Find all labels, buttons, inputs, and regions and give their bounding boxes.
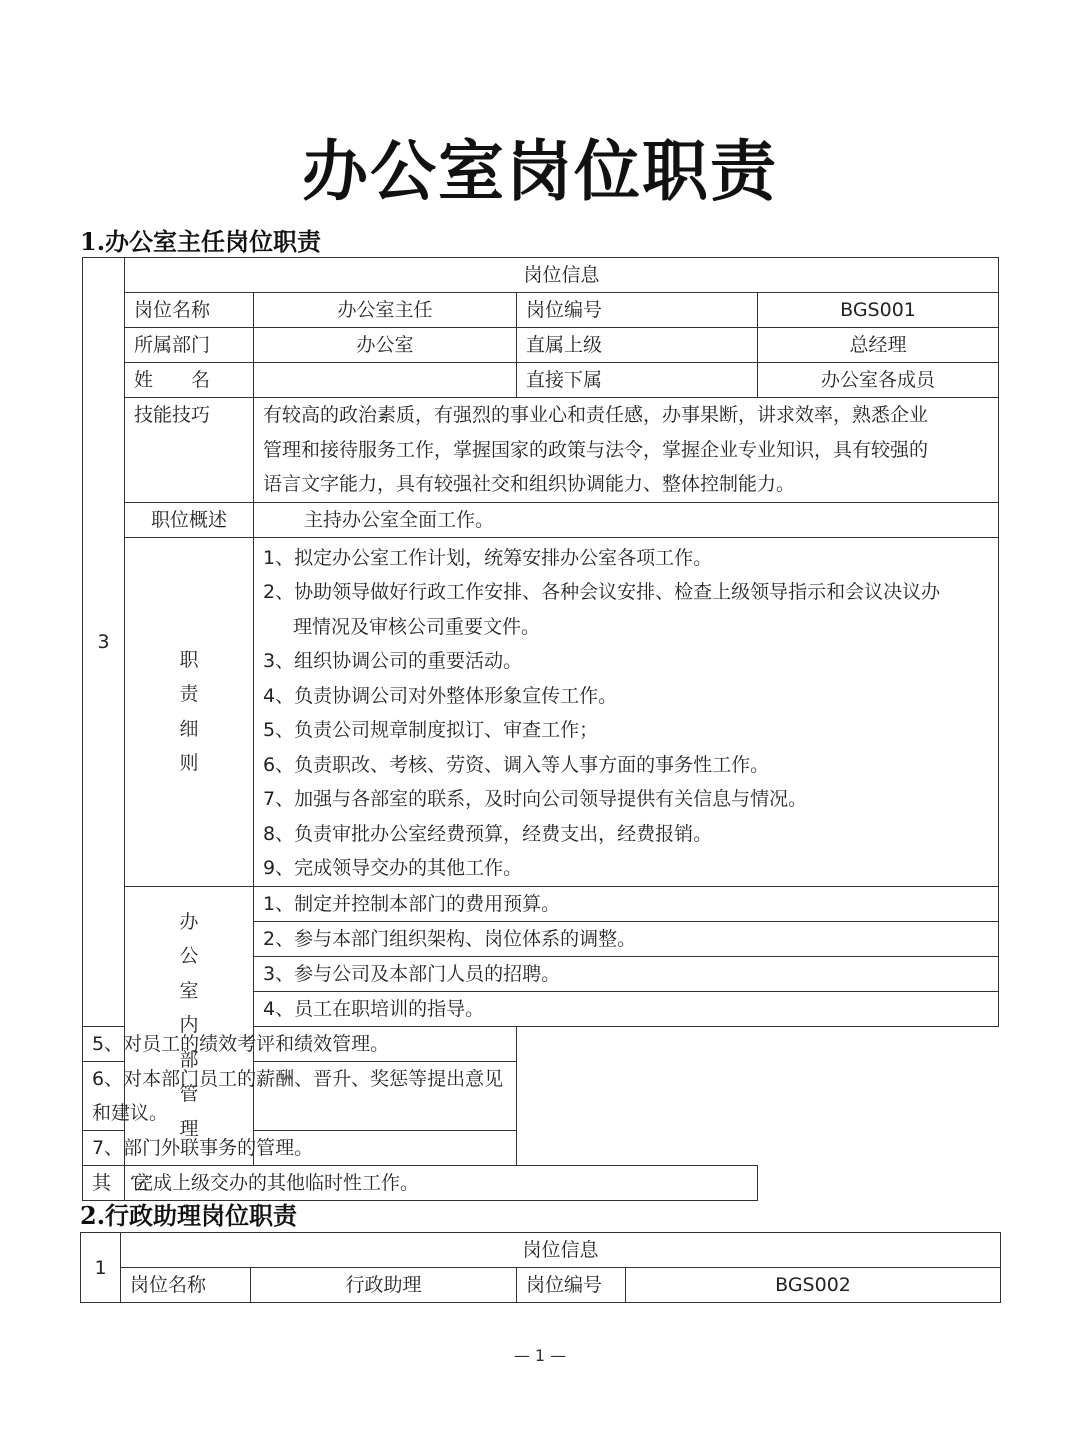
duty-item: 1、拟定办公室工作计划，统筹安排办公室各项工作。 — [263, 546, 713, 569]
label-other: 其 它 — [83, 1165, 125, 1200]
label-person-name: 姓 名 — [125, 363, 254, 398]
label-char: 部 — [179, 1048, 199, 1071]
label-job-summary: 职位概述 — [125, 502, 254, 537]
management-item: 2、参与本部门组织架构、岗位体系的调整。 — [254, 921, 999, 956]
value-position-code: BGS001 — [758, 293, 999, 328]
section-2-heading: 2.行政助理岗位职责 — [80, 1201, 298, 1230]
label-duty-details — [125, 537, 254, 886]
label-position-code: 岗位编号 — [517, 293, 758, 328]
management-item: 4、员工在职培训的指导。 — [254, 991, 999, 1026]
label-char: 内 — [179, 1014, 199, 1037]
value-skills — [254, 398, 999, 503]
skills-line: 语言文字能力，具有较强社交和组织协调能力、整体控制能力。 — [263, 473, 796, 495]
management-item: 6、对本部门员工的薪酬、晋升、奖惩等提出意见和建议。 — [83, 1061, 517, 1130]
label-char: 公 — [179, 945, 199, 968]
page-number: — 1 — — [513, 1346, 567, 1365]
duty-item: 6、负责职改、考核、劳资、调入等人事方面的事务性工作。 — [263, 753, 770, 776]
label-char: 责 — [179, 683, 199, 705]
management-item: 3、参与公司及本部门人员的招聘。 — [254, 956, 999, 991]
table-header: 岗位信息 — [121, 1233, 1001, 1268]
duty-item: 7、加强与各部室的联系，及时向公司领导提供有关信息与情况。 — [263, 788, 808, 810]
value-position-name: 办公室主任 — [254, 293, 517, 328]
row-number: 3 — [83, 258, 125, 1027]
label-char: 职 — [179, 648, 199, 671]
label-char: 管 — [179, 1083, 199, 1106]
document-title: 办公室岗位职责 — [302, 132, 778, 210]
label-position-name: 岗位名称 — [121, 1268, 251, 1303]
duty-item: 8、负责审批办公室经费预算，经费支出，经费报销。 — [263, 822, 713, 845]
value-person-name — [254, 363, 517, 398]
label-char: 办 — [179, 910, 199, 933]
label-department: 所属部门 — [125, 328, 254, 363]
duty-item: 9、完成领导交办的其他工作。 — [263, 857, 523, 879]
table-header: 岗位信息 — [125, 258, 999, 293]
label-position-name: 岗位名称 — [125, 293, 254, 328]
value-job-summary: 主持办公室全面工作。 — [254, 502, 999, 537]
label-char: 室 — [179, 979, 199, 1002]
section-1-table — [82, 257, 999, 1201]
label-skills: 技能技巧 — [125, 398, 254, 503]
section-2-table — [80, 1232, 1001, 1303]
management-item: 5、对员工的绩效考评和绩效管理。 — [83, 1026, 517, 1061]
duty-item: 5、负责公司规章制度拟订、审查工作； — [263, 719, 599, 741]
label-char: 细 — [179, 717, 199, 740]
duty-list — [254, 537, 999, 886]
label-char: 理 — [179, 1117, 199, 1140]
label-direct-superior: 直属上级 — [517, 328, 758, 363]
row-number: 1 — [81, 1233, 121, 1303]
value-other: 完成上级交办的其他临时性工作。 — [125, 1165, 758, 1200]
value-direct-superior: 总经理 — [758, 328, 999, 363]
value-position-code: BGS002 — [626, 1268, 1001, 1303]
duty-item-continued: 理情况及审核公司重要文件。 — [293, 615, 541, 638]
duty-item: 3、组织协调公司的重要活动。 — [263, 650, 523, 672]
management-item: 7、部门外联事务的管理。 — [83, 1130, 517, 1165]
value-position-name: 行政助理 — [251, 1268, 517, 1303]
label-position-code: 岗位编号 — [517, 1268, 626, 1303]
value-direct-subordinate: 办公室各成员 — [758, 363, 999, 398]
skills-line: 有较高的政治素质，有强烈的事业心和责任感，办事果断，讲求效率，熟悉企业 — [263, 404, 929, 426]
skills-line: 管理和接待服务工作，掌握国家的政策与法令，掌握企业专业知识，具有较强的 — [263, 438, 929, 461]
management-item: 1、制定并控制本部门的费用预算。 — [254, 886, 999, 921]
duty-item: 4、负责协调公司对外整体形象宣传工作。 — [263, 684, 618, 707]
duty-item: 2、协助领导做好行政工作安排、各种会议安排、检查上级领导指示和会议决议办 — [263, 581, 941, 603]
section-1-heading: 1.办公室主任岗位职责 — [80, 227, 322, 256]
label-char: 则 — [179, 752, 199, 774]
label-direct-subordinate: 直接下属 — [517, 363, 758, 398]
value-department: 办公室 — [254, 328, 517, 363]
